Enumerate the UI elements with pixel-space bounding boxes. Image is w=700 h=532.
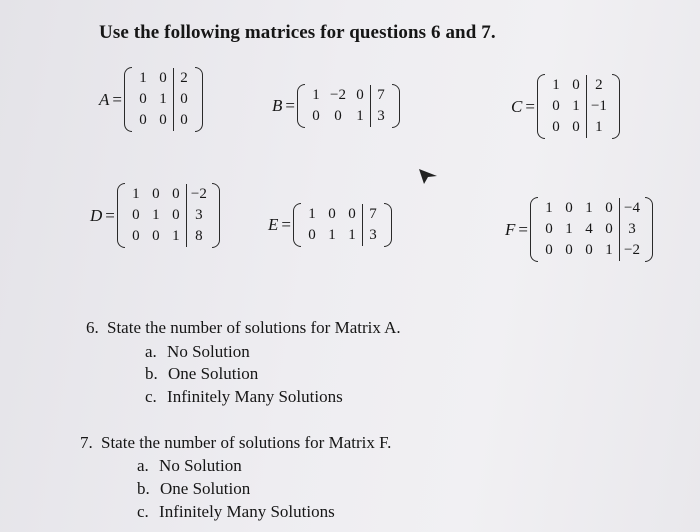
equals-sign: = [112,89,122,109]
matrix-entry: 1 [572,98,580,114]
matrix-entry: 1 [552,77,560,93]
matrix-entry: 0 [565,242,573,258]
matrix-entry: 1 [172,228,180,244]
matrix-entry: 0 [308,227,316,243]
matrix-row [302,225,383,246]
equals-sign: = [105,205,115,225]
q7-option-a[interactable] [137,456,242,476]
matrix-entry: 0 [572,77,580,93]
augmented-matrix [117,183,220,248]
question-text: State the number of solutions for Matrix A. [107,318,401,337]
matrix-entry: 0 [139,91,147,107]
option-text: One Solution [160,479,251,498]
matrix-entry: −2 [619,240,643,261]
matrix-entry: 1 [132,186,140,202]
matrix-entry: 1 [312,87,320,103]
matrix-entry: 0 [172,186,180,202]
matrix-entry: 0 [152,186,160,202]
matrix-entry: 0 [139,112,147,128]
q6-option-b[interactable] [145,364,258,384]
right-paren [392,84,400,128]
right-paren [612,74,620,139]
option-text: Infinitely Many Solutions [159,502,335,521]
option-text: One Solution [168,364,259,383]
equals-sign: = [518,219,528,239]
matrix-entry: 3 [186,205,210,226]
matrix-entry: 3 [362,225,383,246]
matrix-entry: 0 [545,221,553,237]
matrix-entry: 0 [132,207,140,223]
left-paren [124,67,132,132]
matrix-entry: −1 [586,96,610,117]
matrix-label: A [99,89,110,109]
matrix-entry: 1 [586,117,610,138]
matrix-e [268,203,392,247]
matrix-entry: 0 [334,108,342,124]
question-7 [80,433,391,453]
matrix-entry: 1 [605,242,613,258]
matrix-entry: 1 [585,200,593,216]
right-paren [645,197,653,262]
matrix-entry: 0 [159,112,167,128]
instructions-heading: Use the following matrices for questions 6 and 7. [99,22,496,43]
option-text: No Solution [167,342,250,361]
matrix-entry: 3 [619,219,643,240]
matrix-row [539,240,644,261]
matrix-entry: −4 [619,198,643,219]
matrix-entry: 0 [565,200,573,216]
matrix-d [90,183,220,248]
matrix-row [539,198,644,219]
matrix-entry: 1 [356,108,364,124]
left-paren [297,84,305,128]
left-paren [117,183,125,248]
q6-option-c[interactable] [145,387,343,407]
matrix-row [133,89,194,110]
matrix-entry: 0 [312,108,320,124]
matrix-entry: 0 [605,200,613,216]
matrix-entry: 1 [159,91,167,107]
matrix-entry: 0 [545,242,553,258]
matrix-entry: 1 [308,206,316,222]
matrix-entry: 0 [328,206,336,222]
matrix-row [133,68,194,89]
matrix-entry: 1 [139,70,147,86]
matrix-row [126,226,211,247]
question-6 [86,318,401,338]
option-letter: c. [137,502,149,521]
matrix-entry: 2 [173,68,194,89]
matrix-row [306,106,391,127]
matrix-entry: 0 [585,242,593,258]
matrix-b [272,84,400,128]
matrix-f [505,197,653,262]
augmented-matrix [297,84,400,128]
question-number: 7. [80,433,93,452]
augmented-matrix [530,197,653,262]
matrix-entry: 0 [572,119,580,135]
matrix-row [126,205,211,226]
matrix-entry: 1 [545,200,553,216]
matrix-entry: 0 [356,87,364,103]
question-text: State the number of solutions for Matrix F. [101,433,392,452]
matrix-entry: 0 [172,207,180,223]
q7-option-b[interactable] [137,479,250,499]
matrix-entry: 0 [132,228,140,244]
matrix-entry: 1 [328,227,336,243]
matrix-row [546,117,611,138]
right-paren [212,183,220,248]
matrix-grid [302,204,383,246]
option-letter: b. [137,479,150,498]
option-text: No Solution [159,456,242,475]
matrix-label: D [90,205,103,225]
matrix-row [126,184,211,205]
matrix-entry: −2 [329,87,346,103]
matrix-row [539,219,644,240]
matrix-grid [126,184,211,247]
matrix-row [306,85,391,106]
matrix-entry: 7 [362,204,383,225]
matrix-entry: 0 [152,228,160,244]
matrix-entry: 0 [173,110,194,131]
matrix-entry: 1 [152,207,160,223]
cursor-arrow-icon [417,167,439,185]
augmented-matrix [293,203,392,247]
equals-sign: = [281,215,291,234]
matrix-entry: 1 [565,221,573,237]
equals-sign: = [525,96,535,116]
question-number: 6. [86,318,99,337]
augmented-matrix [124,67,203,132]
matrix-a [99,67,203,132]
q7-option-c[interactable] [137,502,335,522]
option-letter: a. [145,342,157,361]
augmented-matrix [537,74,620,139]
matrix-entry: 0 [552,98,560,114]
equals-sign: = [285,96,295,115]
option-letter: a. [137,456,149,475]
matrix-label: C [511,96,523,116]
option-letter: b. [145,364,158,383]
matrix-entry: 0 [605,221,613,237]
matrix-grid [546,75,611,138]
matrix-entry: −2 [186,184,210,205]
right-paren [195,67,203,132]
matrix-c [511,74,620,139]
option-text: Infinitely Many Solutions [167,387,343,406]
matrix-label: B [272,96,283,115]
matrix-entry: 7 [370,85,391,106]
matrix-row [546,96,611,117]
q6-option-a[interactable] [145,342,250,362]
matrix-row [133,110,194,131]
matrix-entry: 4 [585,221,593,237]
option-letter: c. [145,387,157,406]
matrix-row [302,204,383,225]
matrix-entry: 0 [173,89,194,110]
matrix-grid [133,68,194,131]
matrix-entry: 3 [370,106,391,127]
matrix-grid [539,198,644,261]
matrix-row [546,75,611,96]
left-paren [530,197,538,262]
matrix-entry: 1 [348,227,356,243]
matrix-entry: 0 [348,206,356,222]
matrix-label: E [268,215,279,234]
matrix-entry: 8 [186,226,210,247]
right-paren [384,203,392,247]
matrix-grid [306,85,391,127]
left-paren [293,203,301,247]
matrix-entry: 0 [552,119,560,135]
matrix-entry: 0 [159,70,167,86]
matrix-entry: 2 [586,75,610,96]
left-paren [537,74,545,139]
matrix-label: F [505,219,516,239]
